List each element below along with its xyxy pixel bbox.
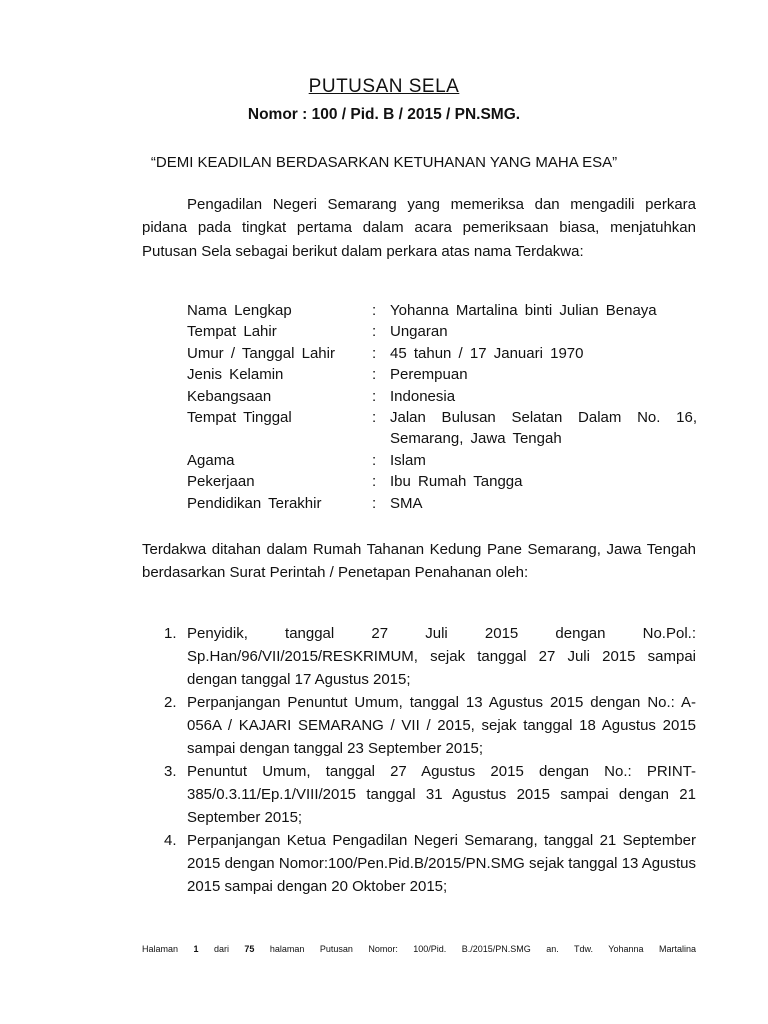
identity-value: SMA [390, 494, 423, 512]
identity-row [187, 321, 697, 342]
identity-separator: : [372, 366, 377, 384]
identity-value: Ibu Rumah Tangga [390, 473, 523, 491]
document-title: PUTUSAN SELA [308, 76, 460, 97]
detention-list-item [142, 622, 696, 691]
identity-separator: : [372, 409, 377, 427]
identity-label: Pekerjaan [187, 473, 255, 491]
list-item-number: 2. [164, 694, 177, 711]
footer-dari: dari [213, 944, 229, 954]
identity-value: Perempuan [390, 366, 468, 384]
identity-row [187, 493, 697, 514]
identity-value: 45 tahun / 17 Januari 1970 [390, 344, 584, 362]
detention-intro-paragraph: Terdakwa ditahan dalam Rumah Tahanan Kedung Pane Semarang, Jawa Tengah berdasarkan Surat Perintah / Penetapan Penahanan oleh: [142, 541, 696, 582]
identity-label: Jenis Kelamin [187, 366, 284, 384]
list-item-text: Penuntut Umum, tanggal 27 Agustus 2015 dengan No.: PRINT-385/0.3.11/Ep.1/VIII/2015 tanggal 31 Agustus 2015 sampai dengan 21 September 2015; [187, 763, 696, 826]
identity-row [187, 407, 697, 450]
list-item-number: 1. [164, 625, 177, 642]
identity-label: Umur / Tanggal Lahir [187, 344, 335, 362]
identity-label: Tempat Lahir [187, 323, 277, 341]
defendant-identity-table [187, 300, 697, 514]
identity-separator: : [372, 302, 377, 319]
identity-label: Tempat Tinggal [187, 409, 292, 427]
list-item-text: Penyidik, tanggal 27 Juli 2015 dengan No.Pol.: Sp.Han/96/VII/2015/RESKRIMUM, sejak tanggal 27 Juli 2015 sampai dengan tanggal 17 Agustus 2015; [187, 625, 696, 688]
page-footer [142, 944, 696, 954]
identity-value: Islam [390, 451, 426, 469]
list-item-number: 4. [164, 832, 177, 849]
intro-paragraph: Pengadilan Negeri Semarang yang memeriksa dan mengadili perkara pidana pada tingkat pertama dalam acara pemeriksaan biasa, menjatuhkan Putusan Sela sebagai berikut dalam perkara atas nama Terdakwa: [142, 196, 696, 260]
identity-label: Kebangsaan [187, 387, 272, 405]
footer-total-pages: 75 [244, 944, 255, 954]
identity-row [187, 386, 697, 407]
identity-label: Agama [187, 451, 235, 469]
identity-separator: : [372, 494, 377, 512]
footer-description: halaman Putusan Nomor: 100/Pid. B./2015/PN.SMG an. Tdw. Yohanna Martalina [269, 944, 696, 954]
identity-separator: : [372, 344, 377, 362]
identity-separator: : [372, 323, 377, 341]
list-item-number: 3. [164, 763, 177, 780]
identity-value: Jalan Bulusan Selatan Dalam No. 16, Semarang, Jawa Tengah [390, 409, 697, 448]
list-item-text: Perpanjangan Ketua Pengadilan Negeri Semarang, tanggal 21 September 2015 dengan Nomor:100/Pen.Pid.B/2015/PN.SMG sejak tanggal 13 Agustus 2015 sampai dengan 20 Oktober 2015; [187, 832, 696, 895]
detention-list-item [142, 829, 696, 898]
detention-list [142, 622, 696, 898]
list-item-text: Perpanjangan Penuntut Umum, tanggal 13 Agustus 2015 dengan No.: A-056A / KAJARI SEMARANG / VII / 2015, sejak tanggal 18 Agustus 2015 sampai dengan tanggal 23 September 2015; [187, 694, 696, 757]
identity-value: Yohanna Martalina binti Julian Benaya [390, 302, 657, 319]
footer-page-number: 1 [193, 944, 199, 954]
identity-row [187, 471, 697, 492]
identity-row [187, 343, 697, 364]
identity-row [187, 364, 697, 385]
detention-list-item [142, 760, 696, 829]
identity-value: Ungaran [390, 323, 448, 341]
irah-irah-heading: “DEMI KEADILAN BERDASARKAN KETUHANAN YANG MAHA ESA” [150, 154, 618, 171]
identity-row [187, 450, 697, 471]
identity-label: Pendidikan Terakhir [187, 494, 322, 512]
case-number: Nomor : 100 / Pid. B / 2015 / PN.SMG. [247, 106, 521, 123]
identity-separator: : [372, 387, 377, 405]
identity-separator: : [372, 473, 377, 491]
detention-list-item [142, 691, 696, 760]
identity-separator: : [372, 451, 377, 469]
footer-halaman: Halaman [142, 944, 179, 954]
identity-label: Nama Lengkap [187, 302, 292, 319]
identity-value: Indonesia [390, 387, 456, 405]
identity-row [187, 300, 697, 321]
